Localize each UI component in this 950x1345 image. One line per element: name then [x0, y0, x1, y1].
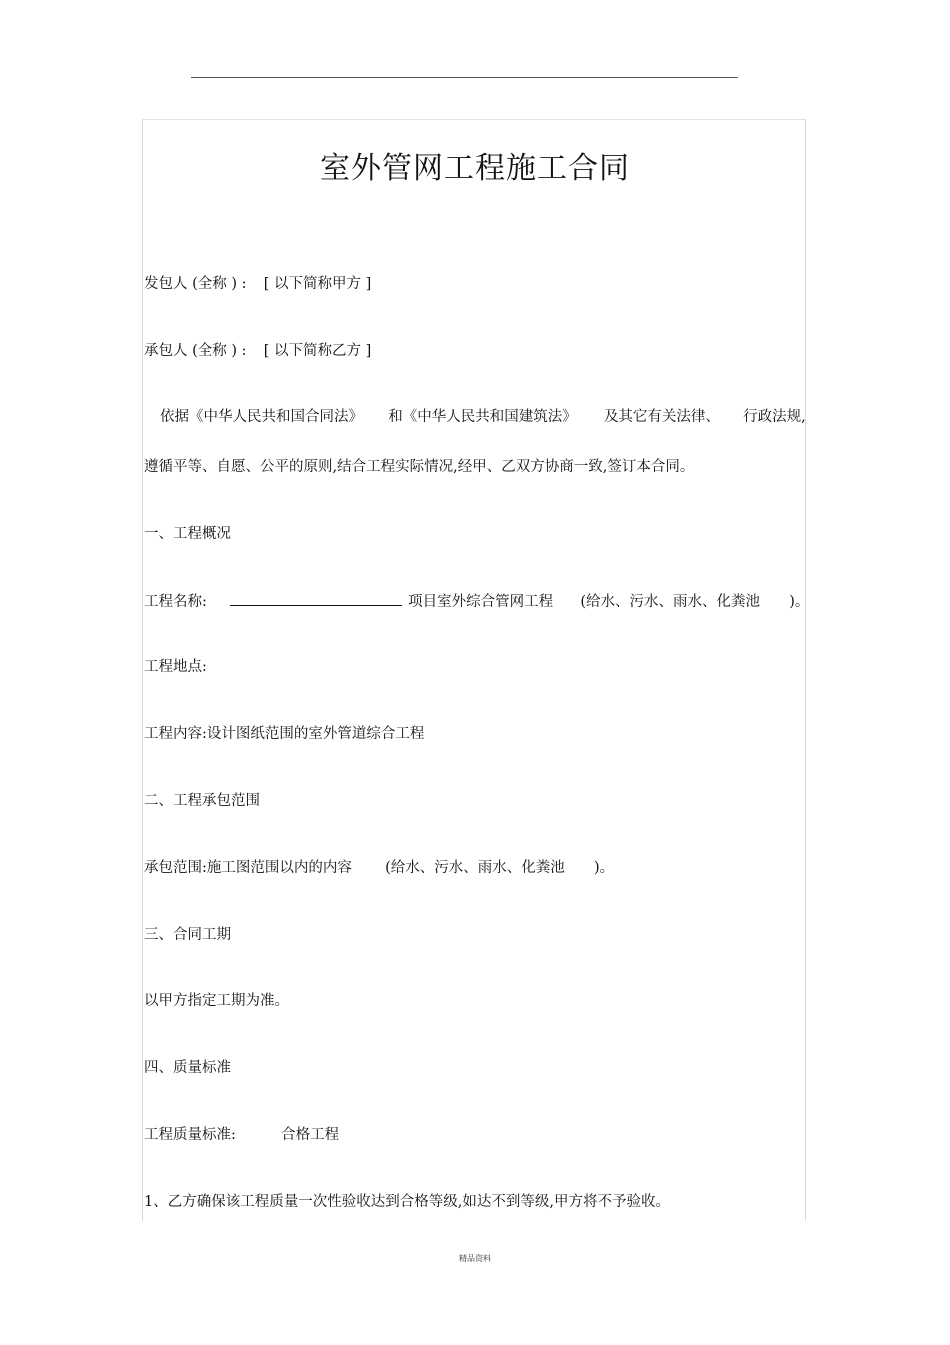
scope-paren: (给水、污水、雨水、化粪池 [385, 860, 565, 876]
quality-standard-value: 合格工程 [281, 1127, 340, 1143]
duration-text: 以甲方指定工期为准。 [144, 993, 289, 1009]
header-rule [191, 77, 738, 78]
project-name-end: )。 [789, 594, 810, 610]
project-content: 工程内容:设计图纸范围的室外管道综合工程 [144, 726, 425, 742]
preamble-part-2: 和《中华人民共和国建筑法》 [388, 409, 577, 425]
project-name-label: 工程名称: [144, 594, 207, 610]
preamble-part-1: 依据《中华人民共和国合同法》 [160, 409, 363, 425]
scope-line [144, 858, 614, 878]
scope-text: 承包范围:施工图范围以内的内容 [144, 860, 352, 876]
quality-standard-label: 工程质量标准: [144, 1127, 236, 1143]
scope-end: )。 [593, 860, 615, 876]
project-name-blank [230, 591, 402, 606]
section-1-heading: 一、工程概况 [144, 526, 231, 542]
section-3-heading: 三、合同工期 [144, 927, 231, 943]
employer-label: 发包人 (全称 ) : [144, 276, 247, 292]
document-title: 室外管网工程施工合同 [320, 151, 630, 186]
preamble-part-3: 及其它有关法律、 [603, 409, 720, 425]
project-name-line [144, 591, 809, 612]
contractor-alias: [ 以下简称乙方 ] [263, 343, 372, 359]
quality-clause-1: 1、乙方确保该工程质量一次性验收达到合格等级,如达不到等级,甲方将不予验收。 [144, 1194, 670, 1210]
contractor-line [144, 341, 371, 361]
page-footer: 精品资料 [459, 1254, 491, 1263]
project-location-label: 工程地点: [144, 659, 207, 675]
contractor-label: 承包人 (全称 ) : [144, 343, 247, 359]
project-name-text: 项目室外综合管网工程 [408, 594, 554, 610]
employer-alias: [ 以下简称甲方 ] [263, 276, 372, 292]
employer-line [144, 274, 371, 294]
quality-standard-line [144, 1125, 339, 1145]
preamble-line-2: 遵循平等、自愿、公平的原则,结合工程实际情况,经甲、乙双方协商一致,签订本合同。 [144, 459, 695, 475]
section-2-heading: 二、工程承包范围 [144, 793, 260, 809]
section-4-heading: 四、质量标准 [144, 1060, 231, 1076]
preamble-part-4: 行政法规, [743, 409, 806, 425]
project-name-paren: (给水、污水、雨水、化粪池 [580, 594, 760, 610]
preamble-line-1 [160, 407, 806, 427]
